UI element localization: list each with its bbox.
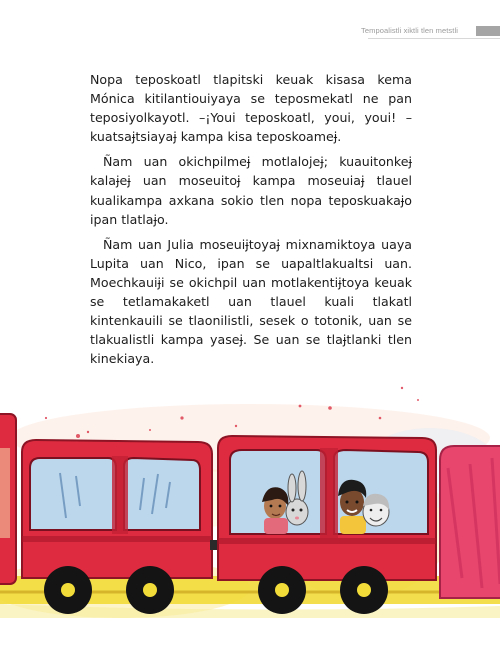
train-car-partial-right: [440, 446, 500, 598]
running-header-rule: [368, 38, 500, 39]
passenger-girl-with-bunny: [262, 487, 288, 534]
train-car-2: [218, 436, 436, 580]
train-car-partial-left: [0, 414, 16, 584]
train-car-1: [22, 440, 212, 578]
running-header-title: Tempoalistli xiktli tlen metstli: [361, 26, 458, 35]
story-paragraph-3: Ñam uan Julia moseuiɉtoyaɉ mixnamiktoya uaya Lupita uan Nico, ipan se uapaltlakualtsi uan. Moechkauiɉi se okichpil uan motlakentiɉtoya keuak se tetlamakaketl uan tlauel kuali tlakatl kintenkauili se tlaonilistli, sesek o totonik, uan se tlakualistli kampa yaseɉ. Se uan se tlaɉtlanki tlen kinekiaya.: [90, 236, 412, 367]
train-illustration: [0, 378, 500, 650]
passenger-boy: [338, 480, 366, 534]
story-paragraph-1: Nopa teposkoatl tlapitski keuak kisasa kema Mónica kitilantiouiyaya se teposmekatl ne pan teposiyolkayotl. –¡Youi teposkoatl, youi, youi! –kuatsaɉtsiayaɉ kampa kisa teposkoameɉ.: [90, 72, 412, 145]
story-text: [90, 70, 412, 374]
running-header-bar: [476, 26, 500, 36]
passenger-old-man: [363, 494, 389, 526]
story-paragraph-2: Ñam uan okichpilmeɉ motlalojeɉ; kuauitonkeɉ kalaɉeɉ uan moseuitoɉ kampa moseuiaɉ tlauel kualikampa axkana sokio tlen nopa teposkuakaɉo ipan tlatlaɉo.: [90, 154, 412, 227]
